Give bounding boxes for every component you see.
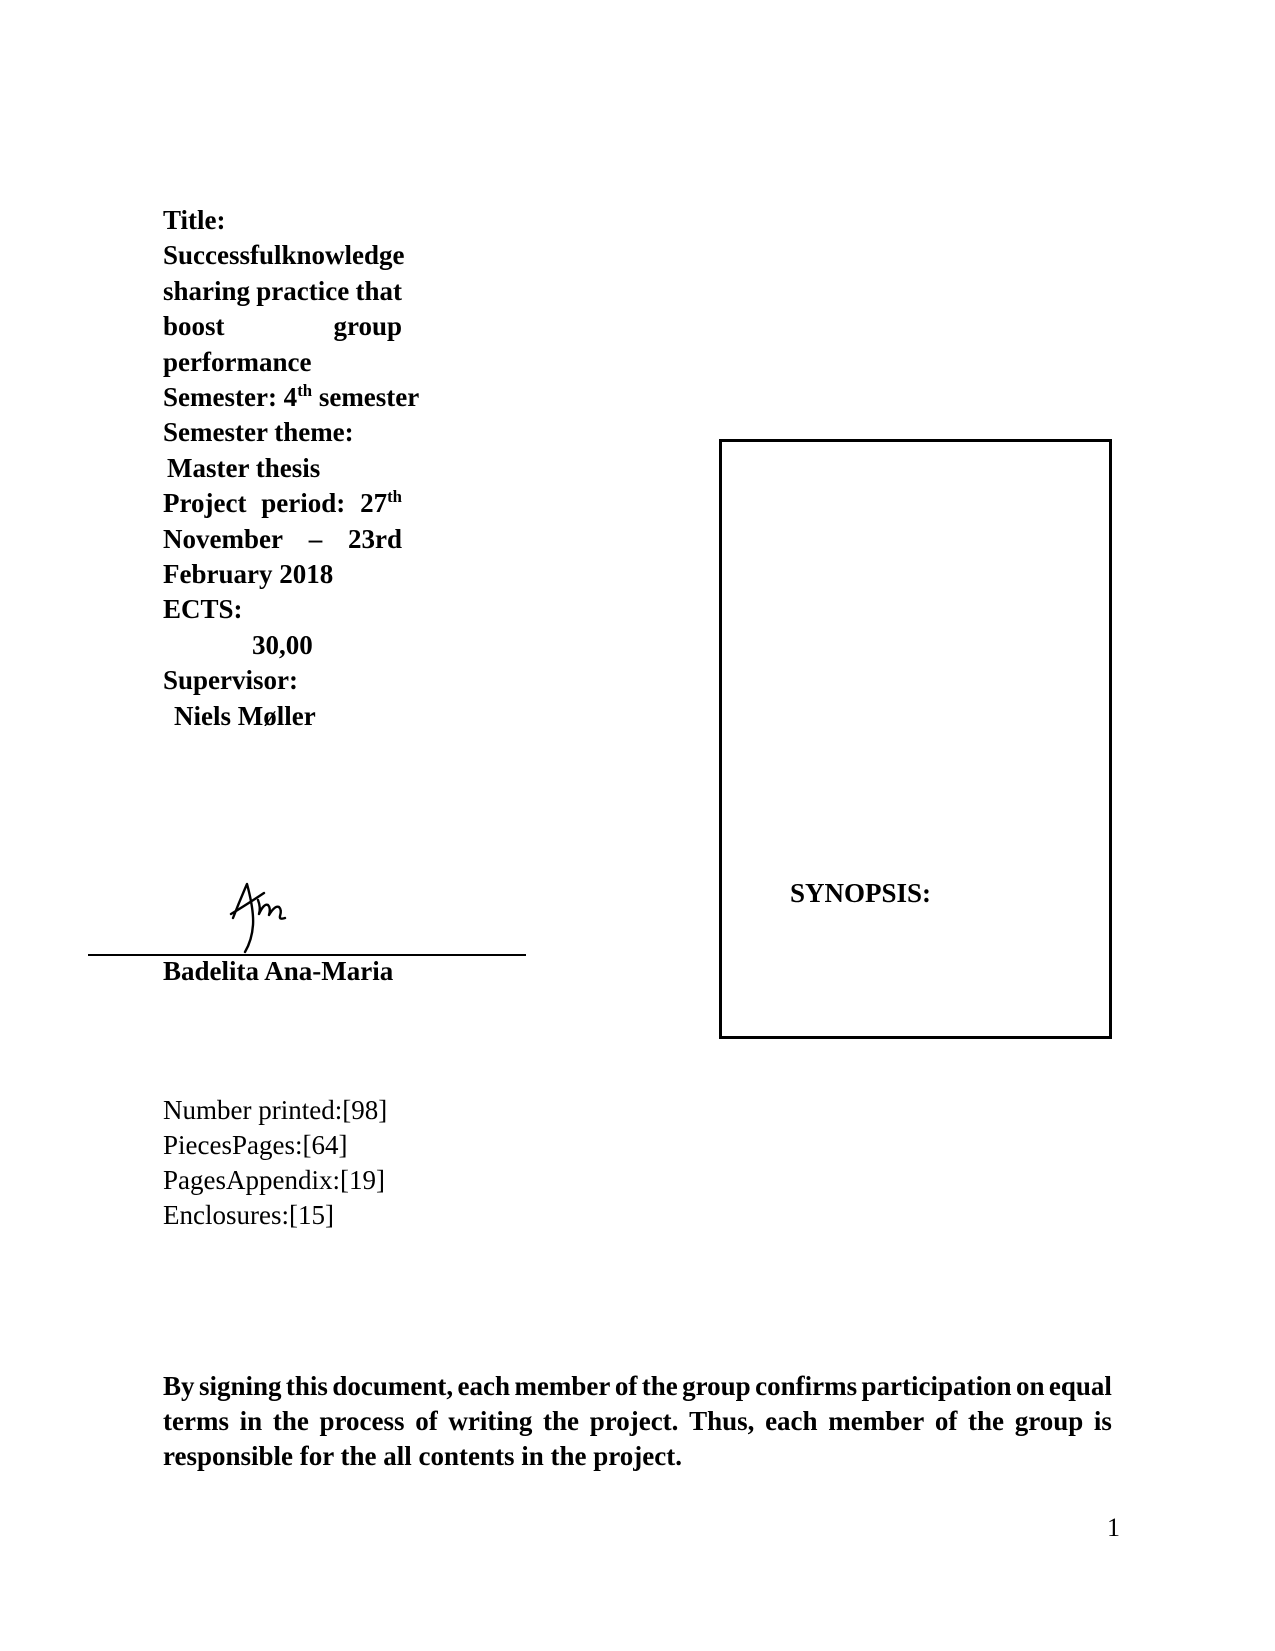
project-period-line-1 xyxy=(163,486,402,521)
title-text-line-1: Successful knowledge xyxy=(163,240,405,271)
declaration-line-1: By signing this document, each member of the group confirms participation on equal xyxy=(163,1371,1112,1401)
project-period-word-2: period: xyxy=(261,488,346,519)
declaration-line-3: responsible for the all contents in the project. xyxy=(163,1441,682,1471)
title-text-line-2: sharing practice that xyxy=(163,275,402,306)
project-period-line-3: February 2018 xyxy=(163,559,334,590)
pages-appendix-line: PagesAppendix:[19] xyxy=(163,1165,385,1195)
semester-theme-label: Semester theme: xyxy=(163,417,354,448)
enclosures-line: Enclosures:[15] xyxy=(163,1200,334,1230)
pieces-pages-line: PiecesPages:[64] xyxy=(163,1130,348,1160)
synopsis-label: SYNOPSIS: xyxy=(790,878,932,908)
signatory-name: Badelita Ana-Maria xyxy=(163,956,394,986)
project-info-block xyxy=(163,203,420,734)
print-info-block xyxy=(163,1093,387,1233)
project-period-day xyxy=(360,486,402,521)
project-period-line-2: November – 23rd xyxy=(163,523,402,554)
project-period-day-number: 27 xyxy=(360,488,388,519)
signature-a-stroke xyxy=(233,884,253,952)
semester-suffix: semester xyxy=(312,382,420,413)
semester-ordinal-suffix: th xyxy=(297,381,313,401)
supervisor-name: Niels Møller xyxy=(174,700,316,731)
semester-theme-value: Master thesis xyxy=(167,452,321,483)
ects-label: ECTS: xyxy=(163,594,243,625)
project-period-ordinal-suffix: th xyxy=(387,487,402,507)
project-period-word-1: Project xyxy=(163,488,247,519)
title-label: Title: xyxy=(163,205,226,235)
ects-value: 30,00 xyxy=(252,629,313,660)
declaration-paragraph xyxy=(163,1369,1112,1474)
signature-na-stroke xyxy=(258,900,285,919)
declaration-line-2: terms in the process of writing the project. Thus, each member of the group is xyxy=(163,1406,1112,1436)
signature-scribble xyxy=(218,872,298,960)
semester-prefix: Semester: 4 xyxy=(163,382,298,413)
page-number: 1 xyxy=(1107,1513,1120,1542)
title-text-line-3: boost group xyxy=(163,311,402,342)
title-text-line-4: performance xyxy=(163,346,312,377)
semester-line xyxy=(163,380,420,415)
supervisor-label: Supervisor: xyxy=(163,665,298,696)
number-printed-line: Number printed:[98] xyxy=(163,1095,388,1125)
synopsis-box xyxy=(719,439,1112,1039)
